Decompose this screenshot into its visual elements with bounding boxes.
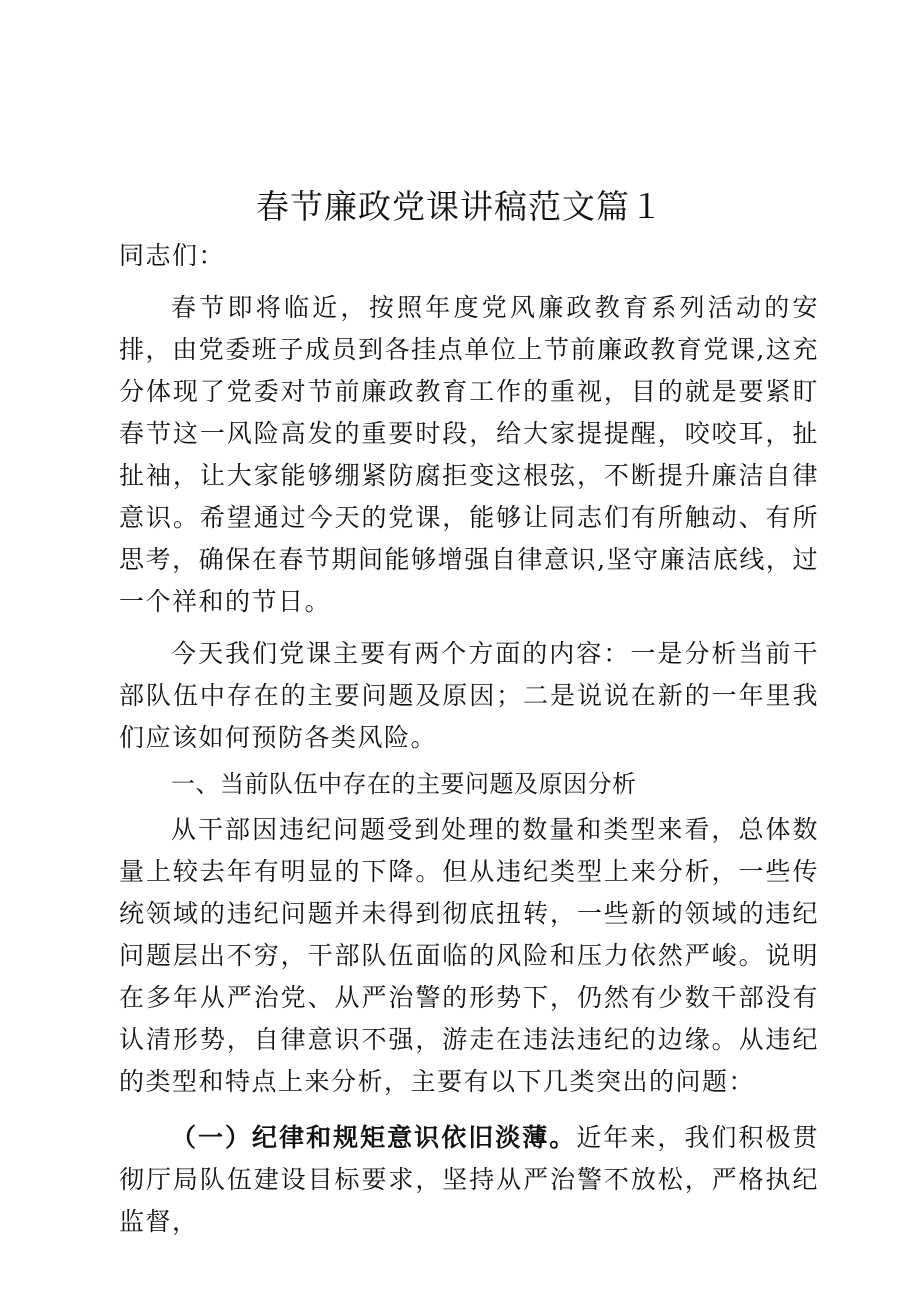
- section-heading: 一、当前队伍中存在的主要问题及原因分析: [171, 770, 637, 798]
- subsection-paragraph: [119, 1117, 819, 1243]
- salutation: 同志们：: [119, 241, 226, 270]
- document-title: 春节廉政党课讲稿范文篇１: [256, 187, 664, 226]
- paragraph-intro: 春节即将临近，按照年度党风廉政教育系列活动的安排，由党委班子成员到各挂点单位上节前廉政教育党课,这充分体现了党委对节前廉政教育工作的重视，目的就是要紧盯春节这一风险高发的重要时段，给大家提提醒，咬咬耳，扯扯袖，让大家能够绷紧防腐拒变这根弦，不断提升廉洁自律意识。希望通过今天的党课，能够让同志们有所触动、有所思考，确保在春节期间能够增强自律意识,坚守廉洁底线，过一个祥和的节日。: [119, 293, 819, 616]
- subsection-heading: （一）纪律和规矩意识依旧淡薄。: [171, 1123, 577, 1152]
- paragraph-analysis: 从干部因违纪问题受到处理的数量和类型来看，总体数量上较去年有明显的下降。但从违纪类型上来分析，一些传统领域的违纪问题并未得到彻底扭转，一些新的领域的违纪问题层出不穷，干部队伍面临的风险和压力依然严峻。说明在多年从严治党、从严治警的形势下，仍然有少数干部没有认清形势，自律意识不强，游走在违法违纪的边缘。从违纪的类型和特点上来分析，主要有以下几类突出的问题：: [119, 815, 819, 1096]
- paragraph-outline: 今天我们党课主要有两个方面的内容：一是分析当前干部队伍中存在的主要问题及原因；二是说说在新的一年里我们应该如何预防各类风险。: [119, 639, 819, 752]
- subsection-text: 近年来，我们积极贯彻厅局队伍建设目标要求，坚持从严治警不放松，严格执纪监督，: [119, 1123, 819, 1236]
- document-body: [119, 235, 819, 1243]
